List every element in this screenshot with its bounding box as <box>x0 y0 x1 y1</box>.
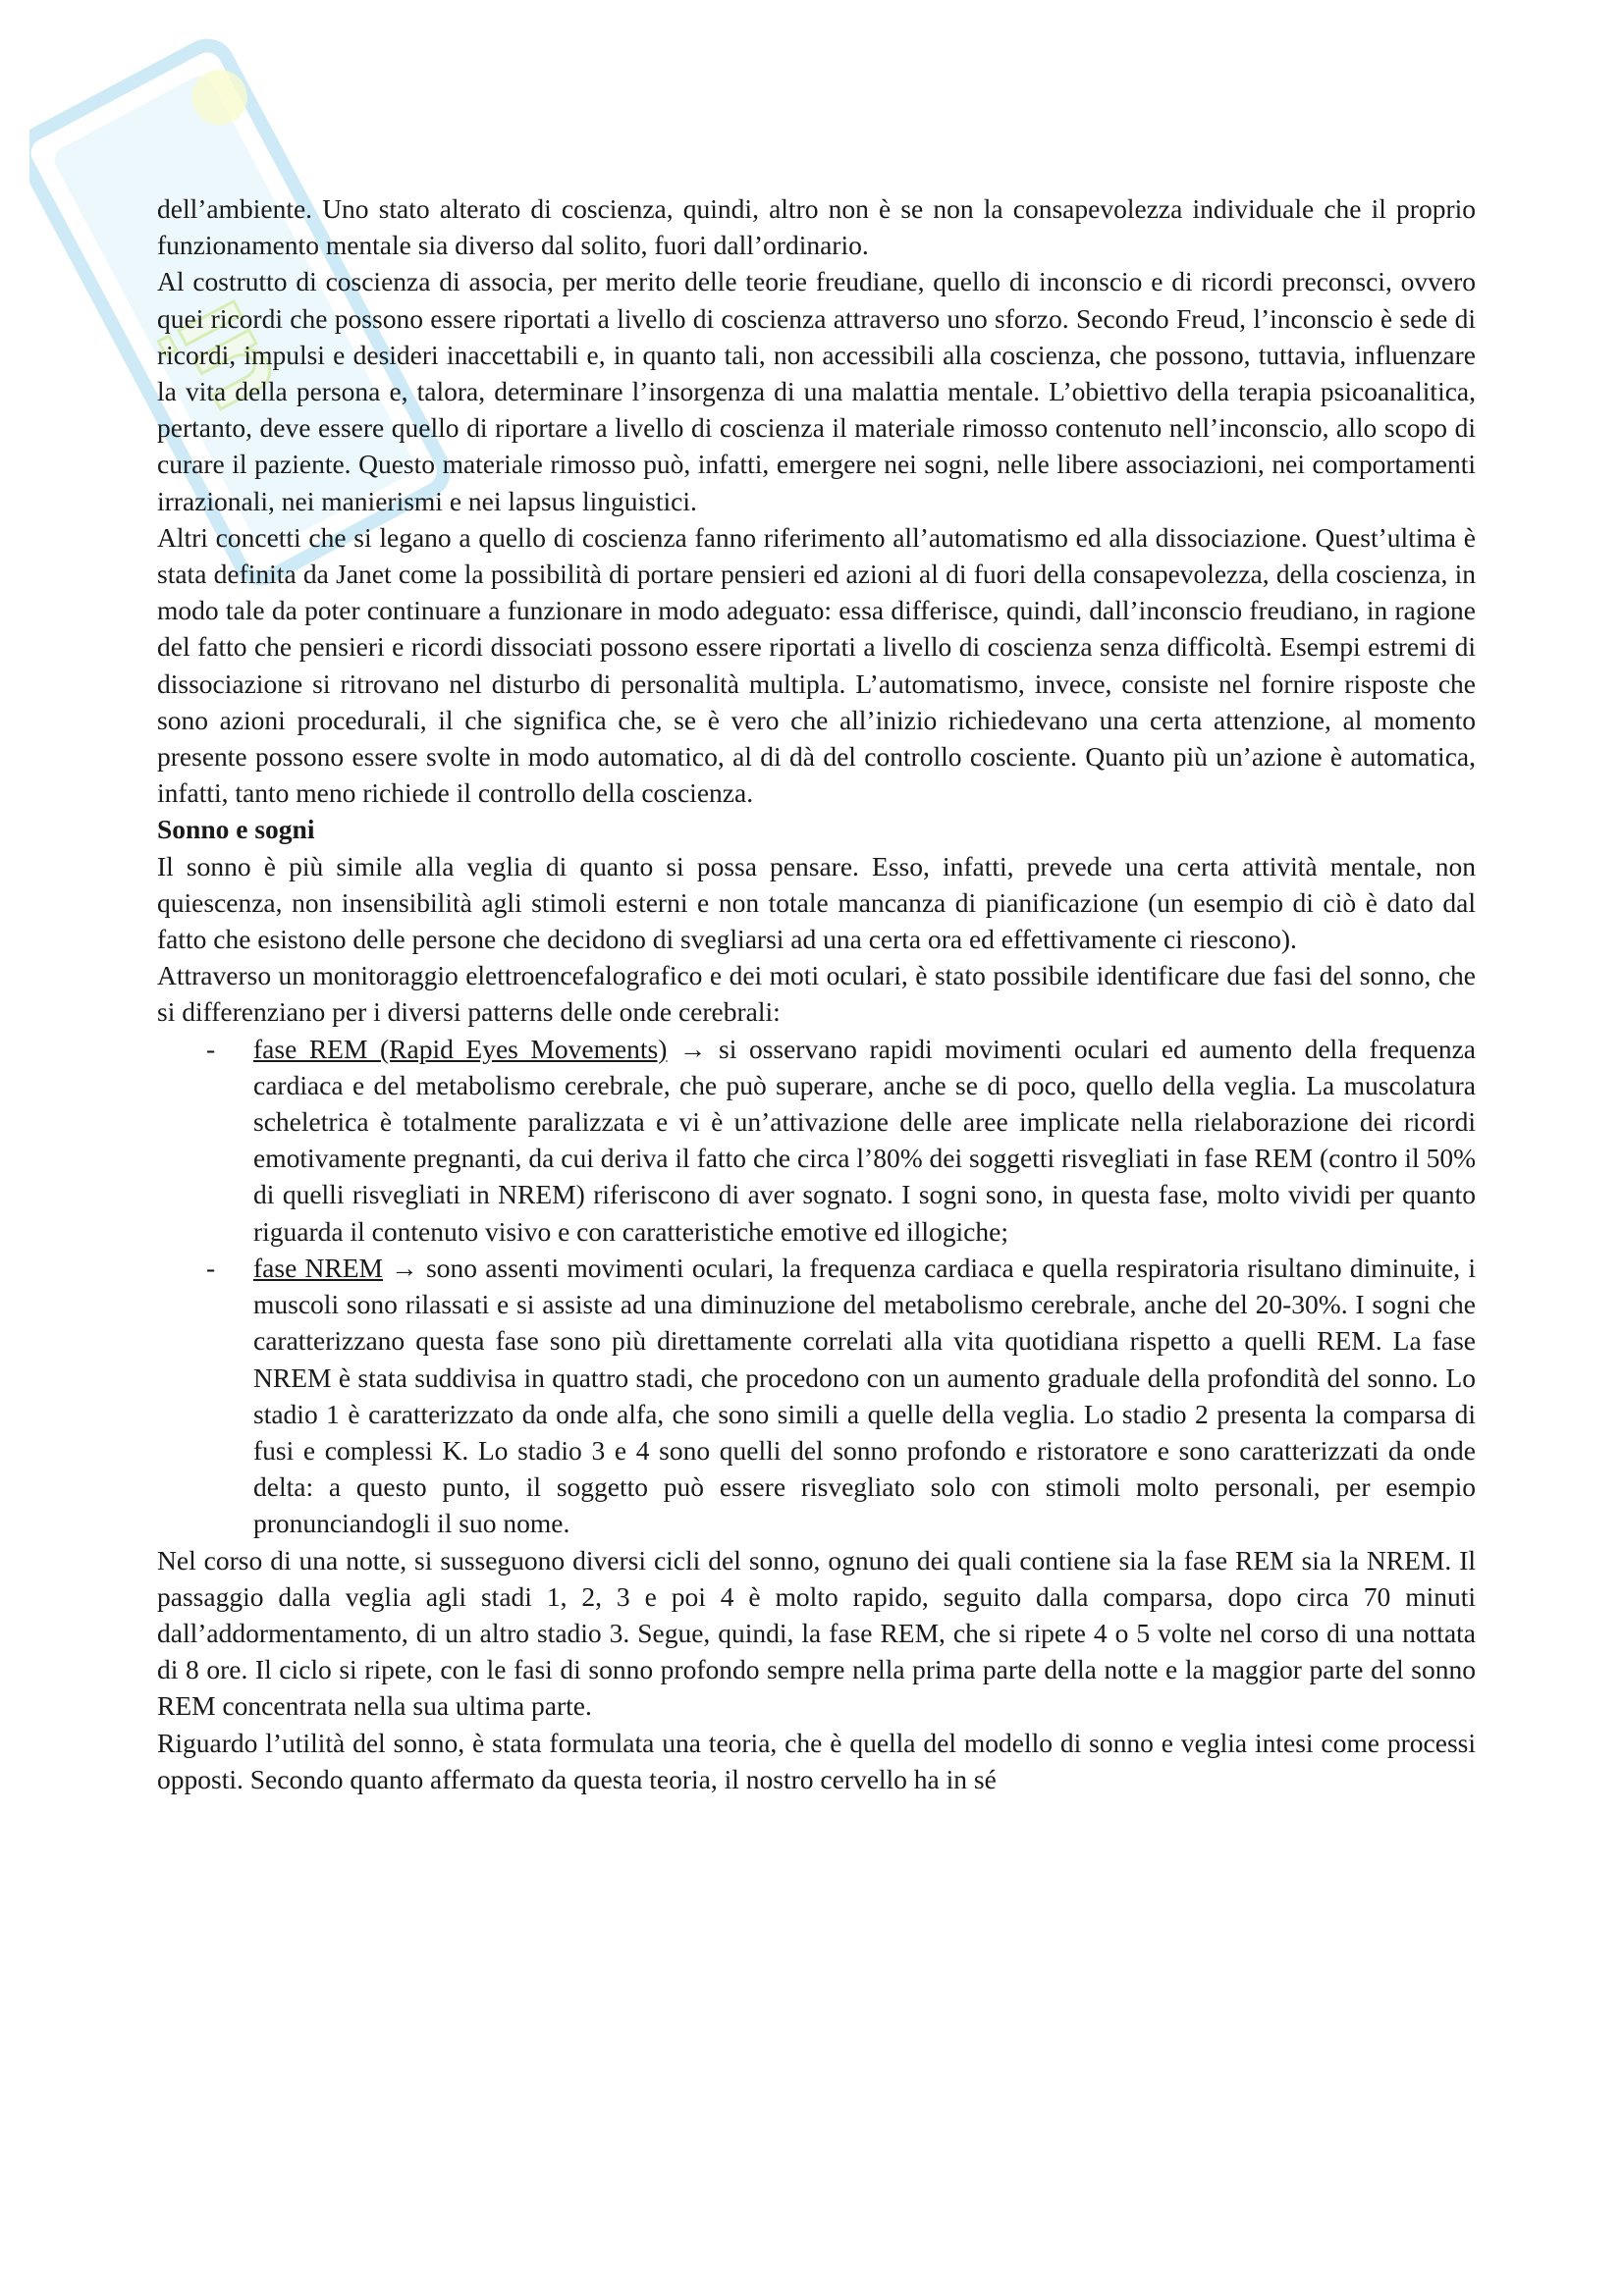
paragraph-ambiente: dell’ambiente. Uno stato alterato di coscienza, quindi, altro non è se non la consapevolezza individuale che il proprio funzionamento mentale sia diverso dal solito, fuori dall’ordinario. <box>157 193 1476 261</box>
document-body <box>157 190 1476 1797</box>
paragraph-utilita-sonno: Riguardo l’utilità del sonno, è stata formulata una teoria, che è quella del modello di sonno e veglia intesi come processi opposti. Secondo quanto affermato da questa teoria, il nostro cervello ha in sé <box>157 1727 1476 1794</box>
svg-text:ui: ui <box>135 282 302 437</box>
paragraph-sonno-veglia: Il sonno è più simile alla veglia di quanto si possa pensare. Esso, infatti, prevede una certa attività mentale, non quiescenza, non insensibilità agli stimoli esterni e non totale mancanza di pianificazione (un esempio di ciò è dato dal fatto che esistono delle persone che decidono di svegliarsi ad una certa ora ed effettivamente ci riescono). <box>157 850 1476 955</box>
list-bullet: - <box>206 1033 216 1064</box>
list-bullet: - <box>206 1252 216 1283</box>
sleep-phases-list <box>157 1031 1476 1542</box>
paragraph-dissociazione: Altri concetti che si legano a quello di coscienza fanno riferimento all’automatismo ed alla dissociazione. Quest’ultima è stata definita da Janet come la possibilità di portare pensieri ed azioni al di fuori della consapevolezza, della coscienza, in modo tale da poter continuare a funzionare in modo adeguato: essa differisce, quindi, dall’inconscio freudiano, in ragione del fatto che pensieri e ricordi dissociati possono essere riportati a livello di coscienza senza difficoltà. Esempi estremi di dissociazione si ritrovano nel disturbo di personalità multipla. L’automatismo, invece, consiste nel fornire risposte che sono azioni procedurali, il che significa che, se è vero che all’inizio richiedevano una certa attenzione, al momento presente possono essere svolte in modo automatico, al di dà del controllo cosciente. Quanto più un’azione è automatica, infatti, tanto meno richiede il controllo della coscienza. <box>157 521 1476 809</box>
arrow-icon: → <box>678 1033 707 1064</box>
paragraph-inconscio: Al costrutto di coscienza di associa, per merito delle teorie freudiane, quello di inconscio e di ricordi preconsci, ovvero quei ricordi che possono essere riportati a livello di coscienza attraverso uno sforzo. Secondo Freud, l’inconscio è sede di ricordi, impulsi e desideri inaccettabili e, in quanto tali, non accessibili alla coscienza, che possono, tuttavia, influenzare la vita della persona e, talora, determinare l’insorgenza di una malattia mentale. L’obiettivo della terapia psicoanalitica, pertanto, deve essere quello di riportare a livello di coscienza il materiale rimosso contenuto nell’inconscio, allo scopo di curare il paziente. Questo materiale rimosso può, infatti, emergere nei sogni, nelle libere associazioni, nei comportamenti irrazionali, nei manierismi e nei lapsus linguistici. <box>157 266 1476 516</box>
section-heading-sonno-e-sogni: Sonno e sogni <box>157 814 315 845</box>
list-item-rem <box>157 1031 1476 1250</box>
list-text-nrem: sono assenti movimenti oculari, la frequenza cardiaca e quella respiratoria risultano diminuite, i muscoli sono rilassati e si assiste ad una diminuzione del metabolismo cerebrale, anche del 20-30%. I sogni che caratterizzano questa fase sono più direttamente correlati alla vita quotidiana rispetto a quelli REM. La fase NREM è stata suddivisa in quattro stadi, che procedono con un aumento graduale della profondità del sonno. Lo stadio 1 è caratterizzato da onde alfa, che sono simili a quelle della veglia. Lo stadio 2 presenta la comparsa di fusi e complessi K. Lo stadio 3 e 4 sono quelli del sonno profondo e ristoratore e sono caratterizzati da onde delta: a questo punto, il soggetto può essere risvegliato solo con stimoli molto personali, per esempio pronunciandogli il suo nome. <box>253 1252 1477 1539</box>
list-item-nrem <box>157 1250 1476 1542</box>
list-text-rem: si osservano rapidi movimenti oculari ed aumento della frequenza cardiaca e del metabolismo cerebrale, che può superare, anche se di poco, quello della veglia. La muscolatura scheletrica è totalmente paralizzata e vi è un’attivazione delle aree implicate nella rielaborazione dei ricordi emotivamente pregnanti, da cui deriva il fatto che circa l’80% dei soggetti risvegliati in fase REM (contro il 50% di quelli risvegliati in NREM) riferiscono di aver sognato. I sogni sono, in questa fase, molto vividi per quanto riguarda il contenuto visivo e con caratteristiche emotive ed illogiche; <box>253 1033 1476 1247</box>
list-term-rem: fase REM (Rapid Eyes Movements) <box>253 1033 668 1064</box>
arrow-icon: → <box>391 1252 418 1283</box>
paragraph-cicli-sonno: Nel corso di una notte, si susseguono diversi cicli del sonno, ognuno dei quali contiene sia la fase REM sia la NREM. Il passaggio dalla veglia agli stadi 1, 2, 3 e poi 4 è molto rapido, seguito dalla comparsa, dopo circa 70 minuti dall’addormentamento, di un altro stadio 3. Segue, quindi, la fase REM, che si ripete 4 o 5 volte nel corso di una nottata di 8 ore. Il ciclo si ripete, con le fasi di sonno profondo sempre nella prima parte della notte e la maggior parte del sonno REM concentrata nella sua ultima parte. <box>157 1544 1476 1722</box>
paragraph-monitoraggio: Attraverso un monitoraggio elettroencefalografico e dei moti oculari, è stato possibile identificare due fasi del sonno, che si differenziano per i diversi patterns delle onde cerebrali: <box>157 960 1476 1028</box>
list-term-nrem: fase NREM <box>253 1252 383 1283</box>
